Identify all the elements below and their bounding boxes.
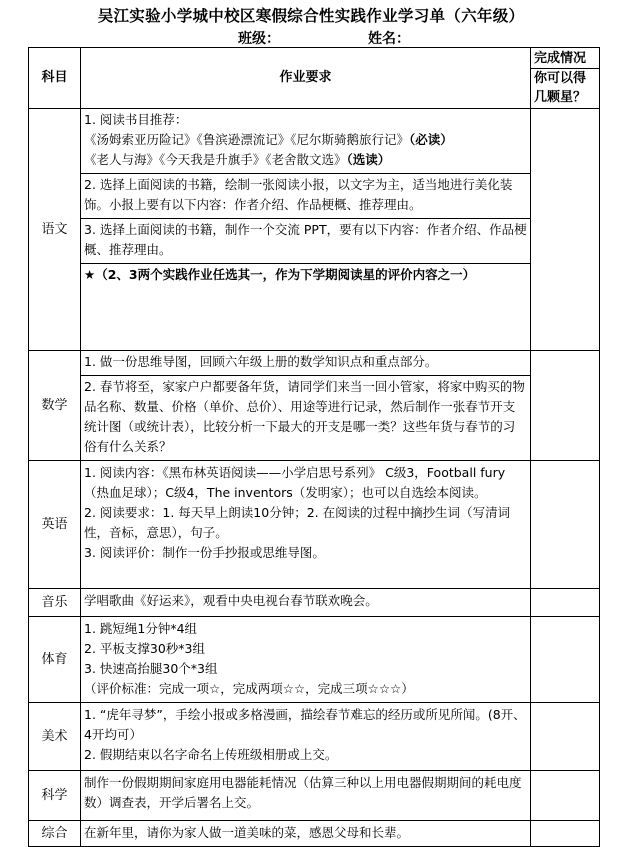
table-row-comprehensive	[29, 821, 600, 847]
class-label: 班级：	[238, 31, 280, 47]
math-task-1	[81, 351, 530, 375]
subject-english: 英语	[29, 461, 81, 589]
list-item: 1. 跳短绳1分钟*4组	[84, 621, 198, 636]
subject-math: 数学	[29, 351, 81, 461]
list-item: 1. 阅读内容：《黑布林英语阅读——小学启思号系列》 C级3，Football fury（热血足球）；C级4，The inventors（发明家）；也可以自选绘本阅读。	[84, 465, 506, 500]
list-item: 2. 选择上面阅读的书籍，绘制一张阅读小报，以文字为主，适当地进行美化装饰。小报上要有以下内容：作者介绍、作品梗概、推荐理由。	[84, 177, 513, 212]
subject-music: 音乐	[29, 589, 81, 617]
requirement-science	[81, 771, 531, 821]
table-row-art	[29, 703, 600, 771]
header-status	[531, 48, 600, 109]
list-item: （评价标准：完成一项☆，完成两项☆☆，完成三项☆☆☆）	[84, 681, 414, 696]
status-english[interactable]	[531, 461, 600, 589]
subject-science: 科学	[29, 771, 81, 821]
homework-table	[28, 47, 600, 847]
status-pe[interactable]	[531, 617, 600, 703]
math-task-2	[81, 375, 530, 460]
requirement-comprehensive	[81, 821, 531, 847]
list-item: 2. 平板支撑30秒*3组	[84, 641, 206, 656]
list-item: 1. 做一份思维导图，回顾六年级上册的数学知识点和重点部分。	[84, 354, 438, 369]
subject-pe: 体育	[29, 617, 81, 703]
status-music[interactable]	[531, 589, 600, 617]
header-requirement: 作业要求	[81, 48, 531, 109]
chinese-task-3	[81, 218, 530, 263]
status-art[interactable]	[531, 703, 600, 771]
table-row-pe	[29, 617, 600, 703]
list-item: 《汤姆索亚历险记》《鲁滨逊漂流记》《尼尔斯骑鹅旅行记》（必读）	[84, 132, 453, 147]
status-math[interactable]	[531, 351, 600, 461]
subject-comprehensive: 综合	[29, 821, 81, 847]
chinese-task-1	[81, 109, 530, 173]
requirement-art	[81, 703, 531, 771]
list-item: 3. 快速高抬腿30个*3组	[84, 661, 218, 676]
status-chinese[interactable]	[531, 109, 600, 351]
name-label: 姓名：	[368, 31, 410, 47]
table-row-math	[29, 351, 600, 461]
table-row-english	[29, 461, 600, 589]
list-item: 制作一份假期期间家庭用电器能耗情况（估算三种以上用电器假期期间的耗电度数）调查表，开学后署名上交。	[84, 775, 522, 810]
list-item: 1. 阅读书目推荐：	[84, 112, 188, 127]
page-title: 吴江实验小学城中校区寒假综合性实践作业学习单（六年级）	[97, 7, 525, 25]
status-science[interactable]	[531, 771, 600, 821]
table-row-science	[29, 771, 600, 821]
list-item: 2. 春节将至，家家户户都要备年货，请同学们来当一回小管家，将家中购买的物品名称、数量、价格（单价、总价）、用途等进行记录，然后制作一张春节开支统计图（或统计表），比较分析一下最大的开支是哪一类？这些年货与春节的习俗有什么关系？	[84, 379, 525, 454]
requirement-pe	[81, 617, 531, 703]
chinese-task-2	[81, 173, 530, 218]
header-subject: 科目	[29, 48, 81, 109]
chinese-note	[81, 263, 530, 288]
list-item: 1. “虎年寻梦”，手绘小报或多格漫画，描绘春节难忘的经历或所见所闻。(8开、4开均可）	[84, 707, 526, 742]
table-row-music	[29, 589, 600, 617]
requirement-english	[81, 461, 531, 589]
subject-art: 美术	[29, 703, 81, 771]
list-item: 3. 选择上面阅读的书籍，制作一个交流 PPT，要有以下内容：作者介绍、作品梗概、推荐理由。	[84, 222, 527, 257]
table-row-chinese	[29, 109, 600, 351]
list-item: ★（2、3两个实践作业任选其一，作为下学期阅读星的评价内容之一）	[84, 267, 476, 282]
subject-chinese: 语文	[29, 109, 81, 351]
status-comprehensive[interactable]	[531, 821, 600, 847]
table-header-row	[29, 48, 600, 109]
list-item: 学唱歌曲《好运来》，观看中央电视台春节联欢晚会。	[84, 593, 378, 608]
list-item: 《老人与海》《今天我是升旗手》《老舍散文选》（选读）	[84, 152, 391, 167]
list-item: 在新年里，请你为家人做一道美味的菜，感恩父母和长辈。	[84, 825, 410, 840]
requirement-music	[81, 589, 531, 617]
list-item: 3. 阅读评价：制作一份手抄报或思维导图。	[84, 545, 325, 560]
status-title: 完成情况	[531, 49, 599, 69]
list-item: 2. 假期结束以名字命名上传班级相册或上交。	[84, 747, 338, 762]
list-item: 2. 阅读要求：1. 每天早上朗读10分钟；2. 在阅读的过程中摘抄生词（写清词性，音标，意思），句子。	[84, 505, 511, 540]
status-question: 你可以得几颗星？	[534, 71, 587, 105]
requirement-chinese	[81, 109, 531, 351]
requirement-math	[81, 351, 531, 461]
